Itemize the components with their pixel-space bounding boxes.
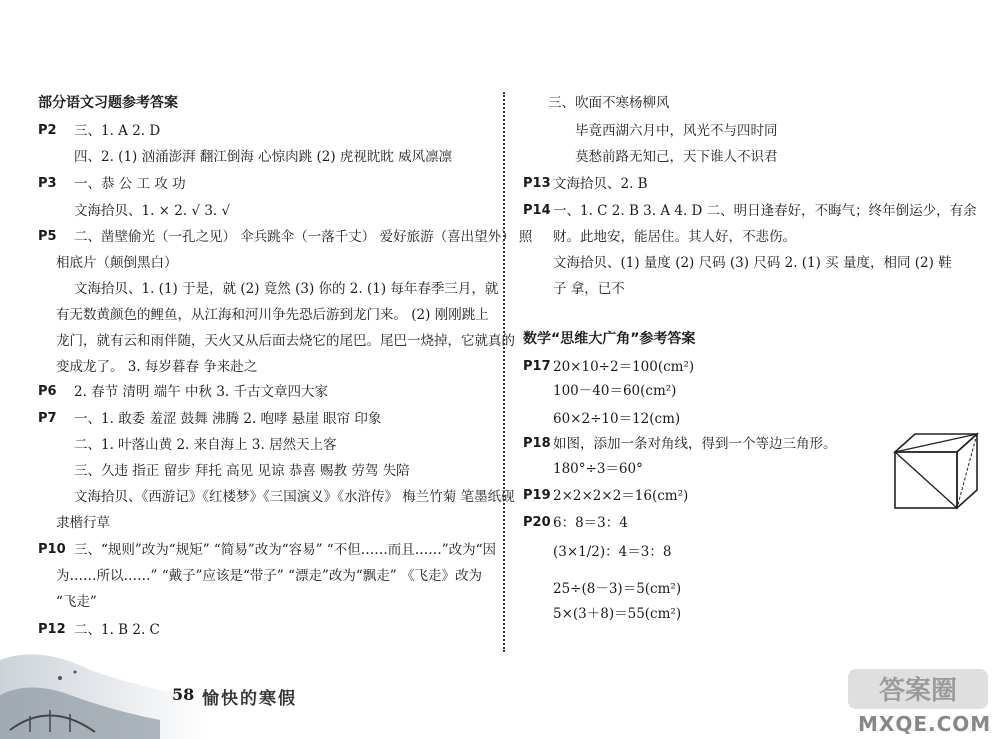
answer-line: 三、久违 指正 留步 拜托 高见 见谅 恭喜 赐教 劳驾 失陪 bbox=[74, 463, 410, 479]
section-heading-chinese: 部分语文习题参考答案 bbox=[38, 95, 178, 111]
answer-line: 60×2÷10＝12(cm) bbox=[553, 411, 681, 427]
answer-line: 隶楷行草 bbox=[56, 515, 110, 531]
answer-line: 财。此地安，能居住。其人好，不悲伤。 bbox=[553, 229, 796, 245]
answer-line: 2×2×2×2＝16(cm²) bbox=[553, 488, 689, 504]
answer-line: 为……所以……” “戴子”应该是“带子” “漂走”改为“飘走” 《飞走》改为 bbox=[56, 568, 482, 584]
page-number: 58 bbox=[172, 685, 195, 704]
answer-line: 25÷(8－3)＝5(cm²) bbox=[553, 581, 682, 597]
page-ref-label: P6 bbox=[38, 384, 57, 399]
answer-line: 文海拾贝、1. (1) 于是，就 (2) 竟然 (3) 你的 2. (1) 每年春季三月，就 bbox=[74, 281, 499, 297]
page-ref-label: P17 bbox=[523, 359, 551, 374]
answer-line: 文海拾贝、2. B bbox=[553, 176, 648, 192]
page-ref-label: P18 bbox=[523, 436, 551, 451]
answer-line: 二、1. 叶落山黄 2. 来自海上 3. 居然天上客 bbox=[74, 437, 337, 453]
page-ref-label: P20 bbox=[523, 515, 551, 530]
page-ref-label: P5 bbox=[38, 229, 57, 244]
answer-line: 子 拿，已不 bbox=[553, 281, 625, 297]
answer-line: 文海拾贝、《西游记》《红楼梦》《三国演义》《水浒传》 梅兰竹菊 笔墨纸砚 bbox=[74, 489, 515, 505]
answer-line: 20×10÷2＝100(cm²) bbox=[553, 359, 695, 375]
answer-line: 如图，添加一条对角线，得到一个等边三角形。 bbox=[553, 436, 837, 452]
answer-line: 四、2. (1) 汹涌澎湃 翻江倒海 心惊肉跳 (2) 虎视眈眈 威风凛凛 bbox=[74, 149, 453, 165]
page-ref-label: P19 bbox=[523, 488, 551, 503]
answer-line: 有无数黄颜色的鲤鱼，从江海和河川争先恐后游到龙门来。 (2) 刚刚跳上 bbox=[56, 307, 489, 323]
page-ref-label: P7 bbox=[38, 411, 57, 426]
answer-line: 三、“规则”改为“规矩” “简易”改为“容易” “不但……而且……”改为“因 bbox=[74, 542, 496, 558]
column-divider bbox=[503, 92, 505, 652]
answer-line: 一、1. C 2. B 3. A 4. D 二、明日逢春好，不晦气；终年倒运少，有余 bbox=[553, 203, 977, 219]
section-heading-math: 数学“思维大广角”参考答案 bbox=[523, 331, 696, 347]
answer-line: 相底片（颠倒黑白） bbox=[56, 255, 178, 271]
page-ref-label: P13 bbox=[523, 176, 551, 191]
page-ref-label: P10 bbox=[38, 542, 66, 557]
page-ref-label: P3 bbox=[38, 176, 57, 191]
answer-line: 二、1. B 2. C bbox=[74, 622, 160, 638]
answer-line: 毕竟西湖六月中，风光不与四时同 bbox=[575, 123, 778, 139]
answer-line: 莫愁前路无知己，天下谁人不识君 bbox=[575, 149, 778, 165]
answer-line: 一、1. 敢委 羞涩 鼓舞 沸腾 2. 咆哮 悬崖 眼帘 印象 bbox=[74, 411, 382, 427]
answer-line: 龙门，就有云和雨伴随，天火又从后面去烧它的尾巴。尾巴一烧掉，它就真的 bbox=[56, 333, 515, 349]
answer-line: 180°÷3＝60° bbox=[553, 461, 643, 477]
answer-line: 一、恭 公 工 攻 功 bbox=[74, 176, 186, 192]
book-title: 愉快的寒假 bbox=[202, 689, 297, 709]
answer-line: 6：8＝3：4 bbox=[553, 515, 628, 531]
page-ref-label: P12 bbox=[38, 622, 66, 637]
answer-line: 2. 春节 清明 端午 中秋 3. 千古文章四大家 bbox=[74, 384, 329, 400]
svg-text:答案圈: 答案圈 bbox=[878, 676, 958, 706]
cube-figure bbox=[893, 432, 979, 510]
page-ref-label: P14 bbox=[523, 203, 551, 218]
answer-line: 三、吹面不寒杨柳风 bbox=[548, 95, 670, 111]
answer-line: “飞走” bbox=[56, 594, 97, 610]
answer-line: 文海拾贝、1. × 2. √ 3. √ bbox=[74, 203, 231, 219]
answer-line: 100－40＝60(cm²) bbox=[553, 383, 677, 399]
answer-line: 三、1. A 2. D bbox=[74, 123, 161, 139]
answer-line: (3×1/2)：4＝3：8 bbox=[553, 544, 672, 560]
page-ref-label: P2 bbox=[38, 123, 57, 138]
answer-line: 二、凿壁偷光（一孔之见） 伞兵跳伞（一落千丈） 爱好旅游（喜出望外） 照 bbox=[74, 229, 533, 245]
answer-line: 文海拾贝、(1) 量度 (2) 尺码 (3) 尺码 2. (1) 买 量度，相同 (2) 鞋 bbox=[553, 255, 952, 271]
watermark-url: MXQE.COM bbox=[858, 712, 992, 736]
answer-line: 变成龙了。 3. 每岁暮春 争来赴之 bbox=[56, 359, 258, 375]
answer-line: 5×(3＋8)＝55(cm²) bbox=[553, 606, 682, 622]
